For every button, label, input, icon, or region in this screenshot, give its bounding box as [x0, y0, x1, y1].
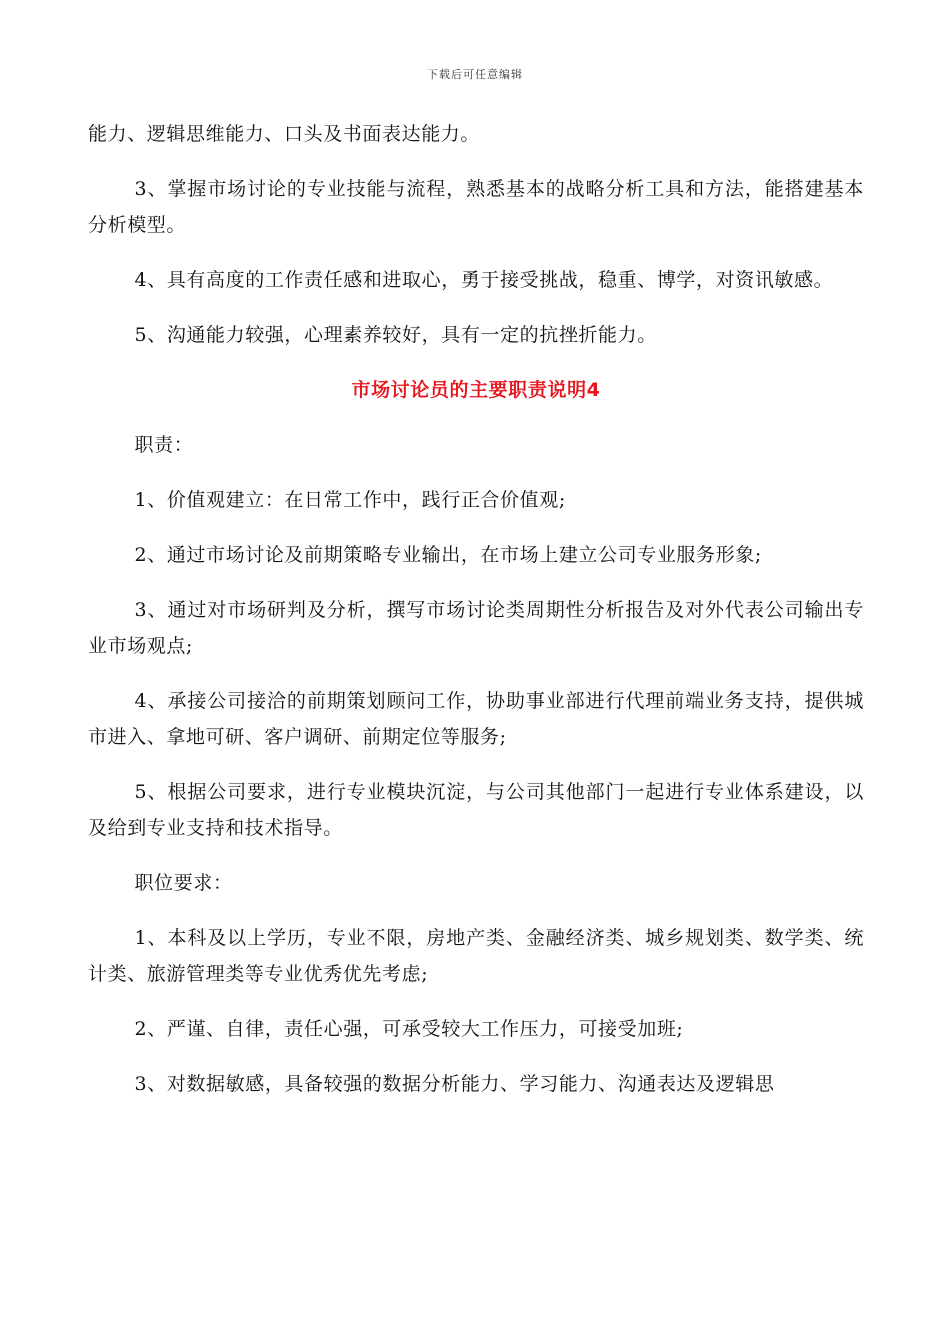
- job-requirement-item-3: 3、对数据敏感，具备较强的数据分析能力、学习能力、沟通表达及逻辑思: [134, 1073, 775, 1095]
- requirements-heading: 职位要求：: [134, 872, 233, 894]
- duty-item-5: 5、根据公司要求，进行专业模块沉淀，与公司其他部门一起进行专业体系建设，以及给到专业支持和技术指导。: [88, 781, 864, 839]
- duty-item-3: 3、通过对市场研判及分析，撰写市场讨论类周期性分析报告及对外代表公司输出专业市场观点;: [88, 599, 864, 657]
- duties-heading: 职责：: [134, 434, 194, 456]
- duty-item-1: 1、价值观建立：在日常工作中，践行正合价值观;: [134, 489, 566, 511]
- page-header-note: 下载后可任意编辑: [427, 68, 523, 81]
- job-requirement-item-1: 1、本科及以上学历，专业不限，房地产类、金融经济类、城乡规划类、数学类、统计类、旅游管理类等专业优秀优先考虑;: [88, 927, 864, 985]
- requirement-item-3: 3、掌握市场讨论的专业技能与流程，熟悉基本的战略分析工具和方法，能搭建基本分析模型。: [88, 178, 864, 236]
- paragraph-continuation: 能力、逻辑思维能力、口头及书面表达能力。: [88, 123, 481, 145]
- requirement-item-4: 4、具有高度的工作责任感和进取心，勇于接受挑战，稳重、博学，对资讯敏感。: [134, 269, 834, 291]
- document-body: [88, 116, 864, 1121]
- job-requirement-item-2: 2、严谨、自律，责任心强，可承受较大工作压力，可接受加班;: [134, 1018, 684, 1040]
- section-title: 市场讨论员的主要职责说明4: [351, 379, 601, 401]
- duty-item-4: 4、承接公司接洽的前期策划顾问工作，协助事业部进行代理前端业务支持，提供城市进入、拿地可研、客户调研、前期定位等服务;: [88, 690, 864, 748]
- duty-item-2: 2、通过市场讨论及前期策略专业输出，在市场上建立公司专业服务形象;: [134, 544, 762, 566]
- requirement-item-5: 5、沟通能力较强，心理素养较好，具有一定的抗挫折能力。: [134, 324, 657, 346]
